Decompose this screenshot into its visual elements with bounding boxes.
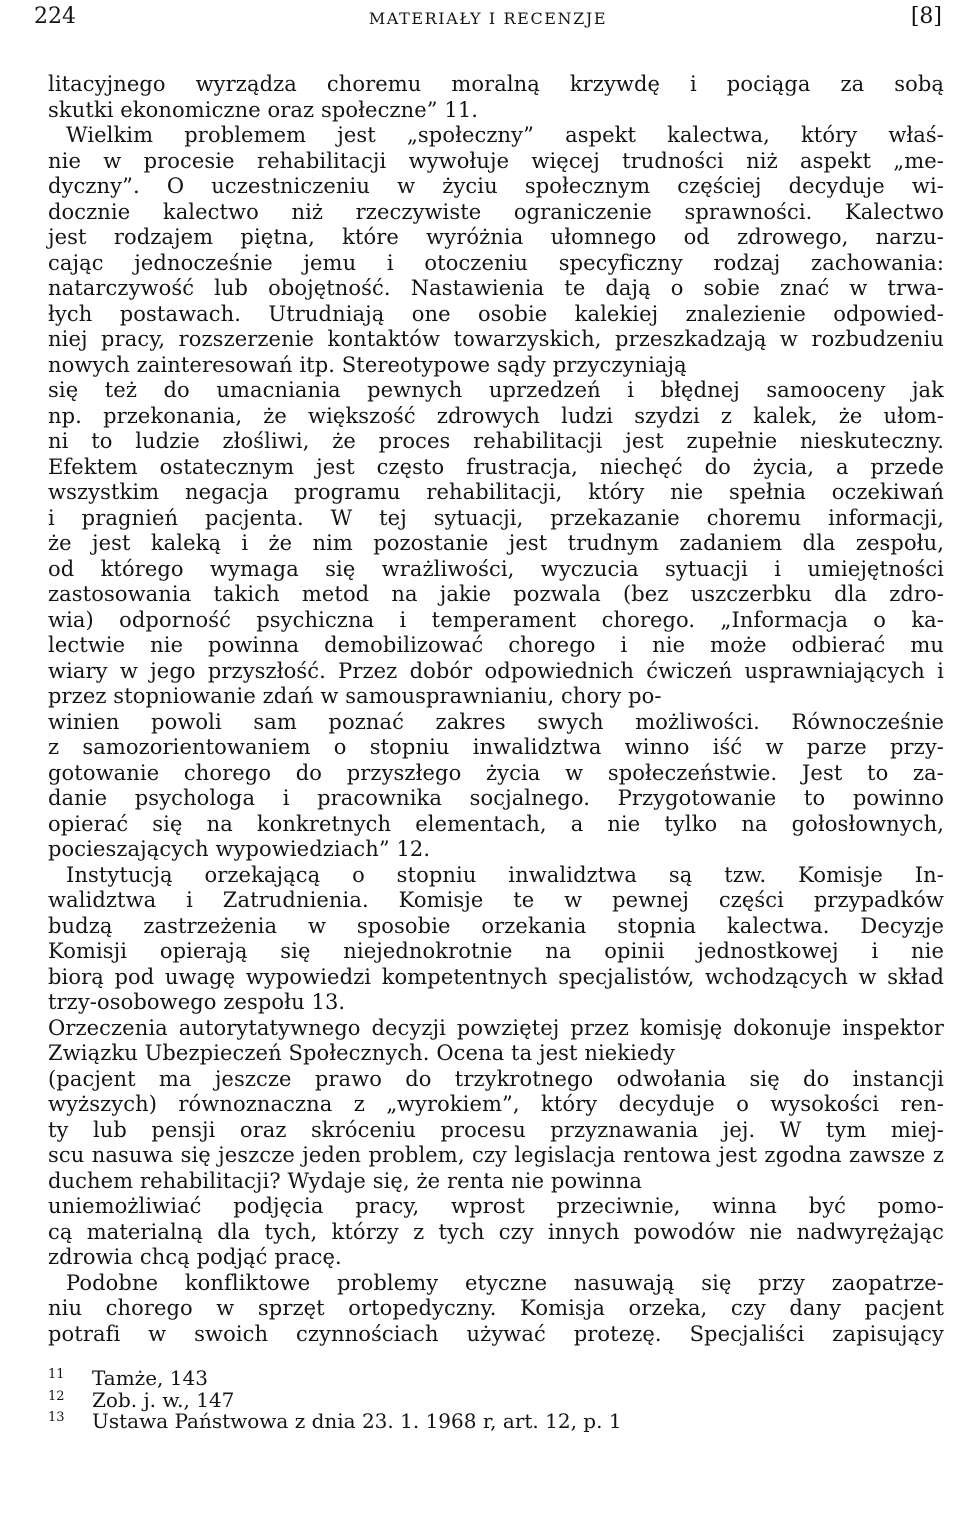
footnote-text: Ustawa Państwowa z dnia 23. 1. 1968 r, art. 12, p. 1 — [92, 1409, 622, 1433]
text-line: winien powoli sam poznać zakres swych możliwości. Równocześnie — [48, 709, 944, 734]
text-line: np. przekonania, że większość zdrowych ludzi szydzi z kalek, że ułom- — [48, 403, 944, 428]
page-number: 224 — [34, 4, 76, 29]
text-line: przez stopniowanie zdań w samousprawnianiu, chory po- — [48, 684, 662, 708]
text-line: łych postawach. Utrudniają one osobie kalekiej znalezienie odpowied- — [48, 301, 944, 326]
text-line: Efektem ostatecznym jest często frustracja, niechęć do życia, a przede — [48, 454, 944, 479]
text-line: biorą pod uwagę wypowiedzi kompetentnych specjalistów, wchodzących w skład — [48, 964, 944, 989]
text-line: potrafi w swoich czynnościach używać protezę. Specjaliści zapisujący — [48, 1321, 944, 1346]
text-line: docznie kalectwo niż rzeczywiste ograniczenie sprawności. Kalectwo — [48, 199, 944, 224]
text-line: Instytucją orzekającą o stopniu inwalidztwa są tzw. Komisje In- — [66, 862, 944, 887]
text-line: wszystkim negacja programu rehabilitacji, który nie spełnia oczekiwań — [48, 480, 944, 504]
text-line: danie psychologa i pracownika socjalnego. Przygotowanie to powinno — [48, 786, 944, 810]
text-line: ty lub pensji oraz skróceniu procesu przyznawania jej. W tym miej- — [48, 1117, 944, 1142]
text-line: Komisji opierają się niejednokrotnie na opinii jednostkowej i nie — [48, 939, 944, 963]
text-line: walidztwa i Zatrudnienia. Komisje te w pewnej części przypadków — [48, 888, 944, 912]
text-line: że jest kaleką i że nim pozostanie jest trudnym zadaniem dla zespołu, — [48, 531, 944, 555]
footnote-number: 12 — [48, 1388, 65, 1404]
text-line: pocieszających wypowiedziach” 12. — [48, 837, 431, 861]
text-line: zastosowania takich metod na jakie pozwala (bez uszczerbku dla zdro- — [48, 582, 944, 606]
text-line: zdrowia chcą podjąć pracę. — [48, 1245, 342, 1269]
footnote — [48, 1407, 808, 1433]
text-line: z samozorientowaniem o stopniu inwalidztwa winno iść w parze przy- — [48, 735, 944, 759]
text-line: skutki ekonomiczne oraz społeczne” 11. — [48, 97, 479, 122]
text-line: i pragnień pacjenta. W tej sytuacji, przekazanie choremu informacji, — [48, 505, 944, 530]
page-header — [34, 4, 942, 34]
text-line: uniemożliwiać podjęcia pracy, wprost przeciwnie, winna być pomo- — [48, 1194, 944, 1218]
text-line: lectwie nie powinna demobilizować chorego i nie może odbierać mu — [48, 633, 944, 657]
text-line: Wielkim problemem jest „społeczny” aspekt kalectwa, który właś- — [66, 123, 944, 147]
text-line: (pacjent ma jeszcze prawo do trzykrotnego odwołania się do instancji — [48, 1066, 944, 1091]
text-line: Orzeczenia autorytatywnego decyzji powziętej przez komisję dokonuje inspektor — [48, 1015, 944, 1040]
running-title: MATERIAŁY I RECENZJE — [368, 9, 608, 28]
text-line: litacyjnego wyrządza choremu moralną krzywdę i pociąga za sobą — [48, 72, 944, 96]
footnote-number: 11 — [48, 1367, 65, 1382]
text-line: niu chorego w sprzęt ortopedyczny. Komisja orzeka, czy dany pacjent — [48, 1296, 944, 1320]
footnote — [48, 1364, 808, 1390]
text-line: wiary w jego przyszłość. Przez dobór odpowiednich ćwiczeń usprawniających i — [48, 658, 944, 683]
text-line: ni to ludzie złośliwi, że proces rehabilitacji jest zupełnie nieskuteczny. — [48, 429, 944, 453]
text-line: od którego wymaga się wrażliwości, wyczucia sytuacji i umiejętności — [48, 556, 944, 581]
text-line: Związku Ubezpieczeń Społecznych. Ocena ta jest niekiedy — [48, 1041, 675, 1065]
text-line: wia) odporność psychiczna i temperament chorego. „Informacja o ka- — [48, 607, 944, 632]
text-line: duchem rehabilitacji? Wydaje się, że renta nie powinna — [48, 1168, 642, 1193]
footnote-text: Tamże, 143 — [92, 1366, 208, 1390]
footnote — [48, 1386, 808, 1412]
text-line: nowych zainteresowań itp. Stereotypowe sądy przyczyniają — [48, 352, 687, 377]
text-line: trzy-osobowego zespołu 13. — [48, 990, 346, 1014]
text-line: gotowanie chorego do przyszłego życia w społeczeństwie. Jest to za- — [48, 760, 944, 785]
text-line: natarczywość lub obojętność. Nastawienia te dają o sobie znać w trwa- — [48, 276, 944, 300]
body-text — [48, 72, 944, 1347]
text-line: niej pracy, rozszerzenie kontaktów towarzyskich, przeszkadzają w rozbudzeniu — [48, 327, 944, 351]
text-line: Podobne konfliktowe problemy etyczne nasuwają się przy zaopatrze- — [66, 1270, 944, 1295]
text-line: opierać się na konkretnych elementach, a nie tylko na gołosłownych, — [48, 811, 944, 836]
footnotes — [48, 1364, 808, 1433]
text-line: się też do umacniania pewnych uprzedzeń i błędnej samooceny jak — [48, 378, 944, 402]
text-line: budzą zastrzeżenia w sposobie orzekania stopnia kalectwa. Decyzje — [48, 913, 944, 938]
text-line: scu nasuwa się jeszcze jeden problem, czy legislacja rentowa jest zgodna zawsze z — [48, 1143, 944, 1167]
text-line: nie w procesie rehabilitacji wywołuje więcej trudności niż aspekt „me- — [48, 148, 944, 173]
text-line: jest rodzajem piętna, które wyróżnia ułomnego od zdrowego, narzu- — [48, 225, 944, 249]
footnote-number: 13 — [48, 1410, 65, 1425]
text-line: dyczny”. O uczestniczeniu w życiu społecznym częściej decyduje wi- — [48, 174, 944, 198]
section-number: [8] — [910, 4, 942, 29]
text-line: cą materialną dla tych, którzy z tych czy innych powodów nie nadwyrężając — [48, 1219, 944, 1244]
text-line: cając jednocześnie jemu i otoczeniu specyficzny rodzaj zachowania: — [48, 250, 944, 275]
text-line: wyższych) równoznaczna z „wyrokiem”, który decyduje o wysokości ren- — [48, 1092, 944, 1116]
footnote-text: Zob. j. w., 147 — [92, 1387, 235, 1412]
